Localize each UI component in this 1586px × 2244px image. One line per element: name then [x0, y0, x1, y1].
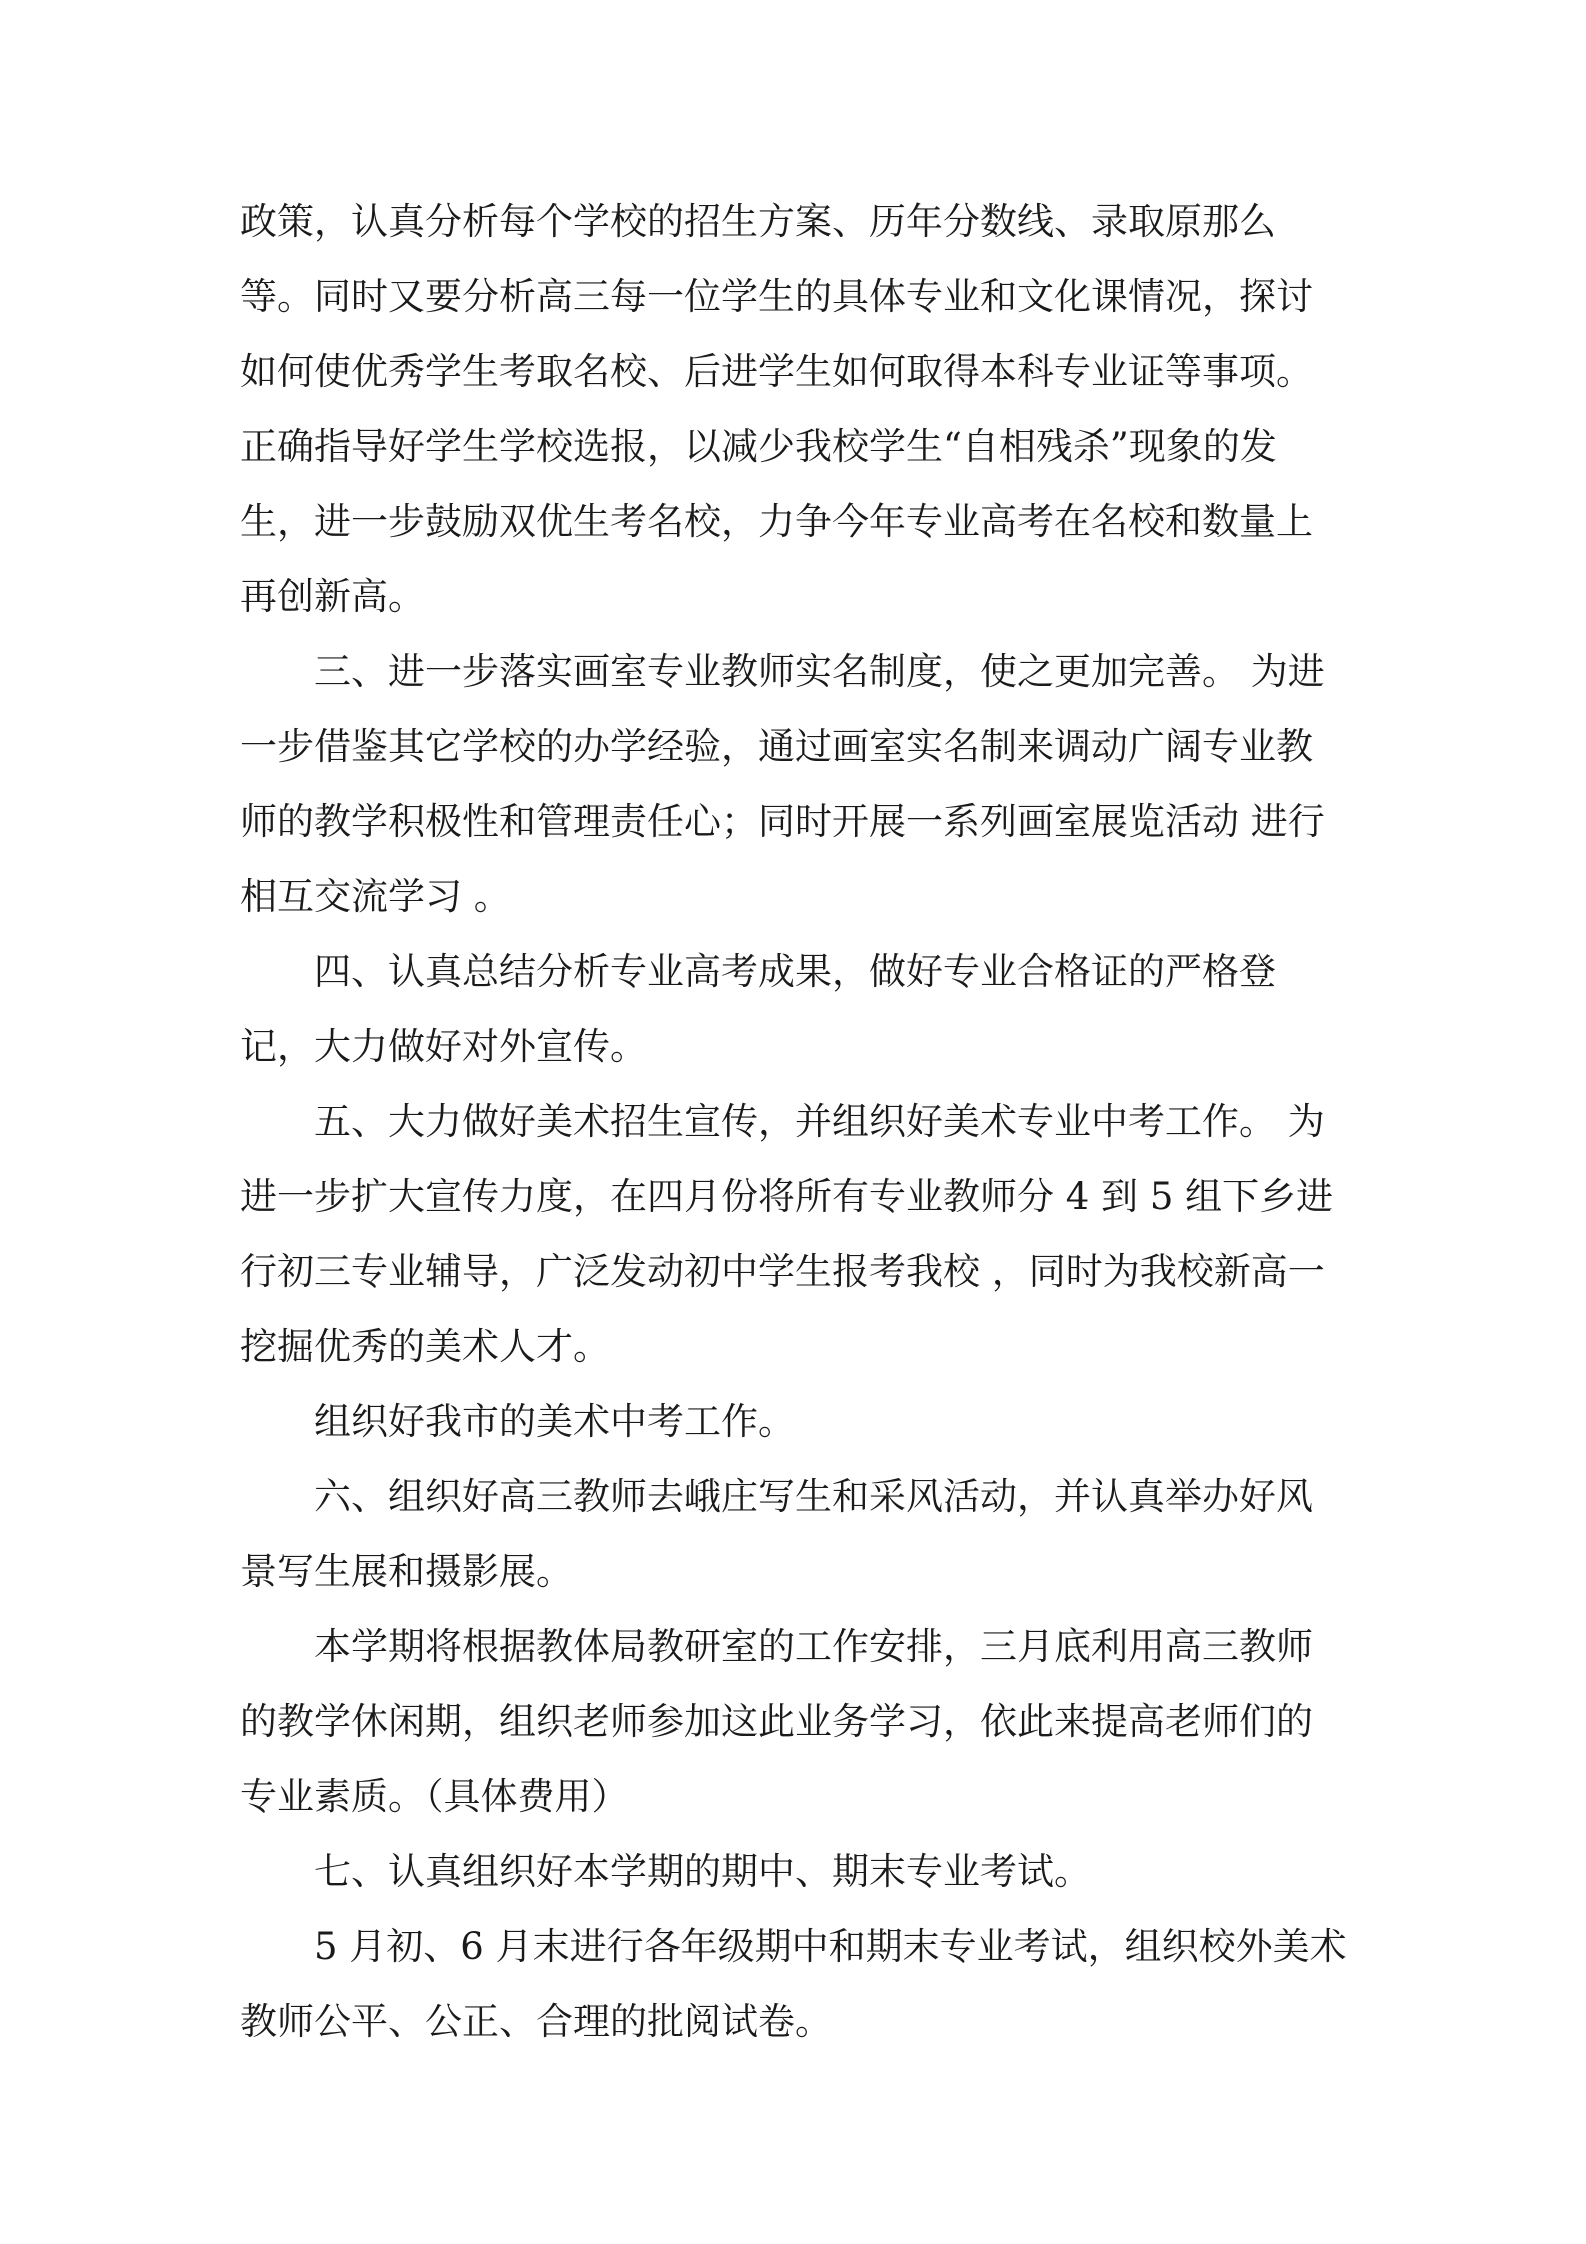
text-line: 政策，认真分析每个学校的招生方案、历年分数线、录取原那么: [240, 200, 1276, 243]
text-line: 相互交流学习 。: [240, 875, 511, 918]
body-text: [240, 184, 1360, 2059]
text-line: 景写生展和摄影展。: [240, 1550, 573, 1593]
text-line: 挖掘优秀的美术人才。: [240, 1325, 610, 1368]
text-line: 记，大力做好对外宣传。: [240, 1025, 647, 1068]
text-line: 师的教学积极性和管理责任心；同时开展一系列画室展览活动 进行: [240, 800, 1325, 843]
paragraph-item-3: [240, 634, 1360, 934]
text-line: 行初三专业辅导，广泛发动初中学生报考我校 ，同时为我校新高一: [240, 1250, 1325, 1293]
text-line: 再创新高。: [240, 575, 425, 618]
text-line: 三、进一步落实画室专业教师实名制度，使之更加完善。 为进: [314, 650, 1325, 693]
text-line: 如何使优秀学生考取名校、后进学生如何取得本科专业证等事项。: [240, 350, 1313, 393]
text-line: 组织好我市的美术中考工作。: [314, 1400, 795, 1443]
text-line: 一步借鉴其它学校的办学经验，通过画室实名制来调动广阔专业教: [240, 725, 1313, 768]
text-line: 的教学休闲期，组织老师参加这此业务学习，依此来提高老师们的: [240, 1700, 1313, 1743]
paragraph-item-4: [240, 934, 1360, 1084]
text-line: 正确指导好学生学校选报，以减少我校学生“自相残杀”现象的发: [240, 425, 1277, 468]
paragraph-item-7: [240, 1834, 1360, 1909]
text-line: 七、认真组织好本学期的期中、期末专业考试。: [314, 1850, 1091, 1893]
text-line: 六、组织好高三教师去峨庄写生和采风活动，并认真举办好风: [314, 1475, 1313, 1518]
text-line: 四、认真总结分析专业高考成果，做好专业合格证的严格登: [314, 950, 1276, 993]
paragraph-item-6: [240, 1459, 1360, 1609]
paragraph-exam-organize: [240, 1384, 1360, 1459]
text-line: 五、大力做好美术招生宣传，并组织好美术专业中考工作。 为: [314, 1100, 1325, 1143]
text-line: 教师公平、公正、合理的批阅试卷。: [240, 2000, 832, 2043]
paragraph-exam-schedule: [240, 1909, 1360, 2059]
text-line: 5 月初、6 月末进行各年级期中和期末专业考试，组织校外美术: [314, 1925, 1347, 1968]
paragraph-policy-analysis: [240, 184, 1360, 634]
text-line: 本学期将根据教体局教研室的工作安排，三月底利用高三教师: [314, 1625, 1313, 1668]
text-line: 等。同时又要分析高三每一位学生的具体专业和文化课情况，探讨: [240, 275, 1313, 318]
text-line: 进一步扩大宣传力度，在四月份将所有专业教师分 4 到 5 组下乡进: [240, 1175, 1334, 1218]
text-line: 生，进一步鼓励双优生考名校，力争今年专业高考在名校和数量上: [240, 500, 1313, 543]
text-line: 专业素质。（具体费用）: [240, 1775, 629, 1818]
paragraph-semester-plan: [240, 1609, 1360, 1834]
paragraph-item-5: [240, 1084, 1360, 1384]
